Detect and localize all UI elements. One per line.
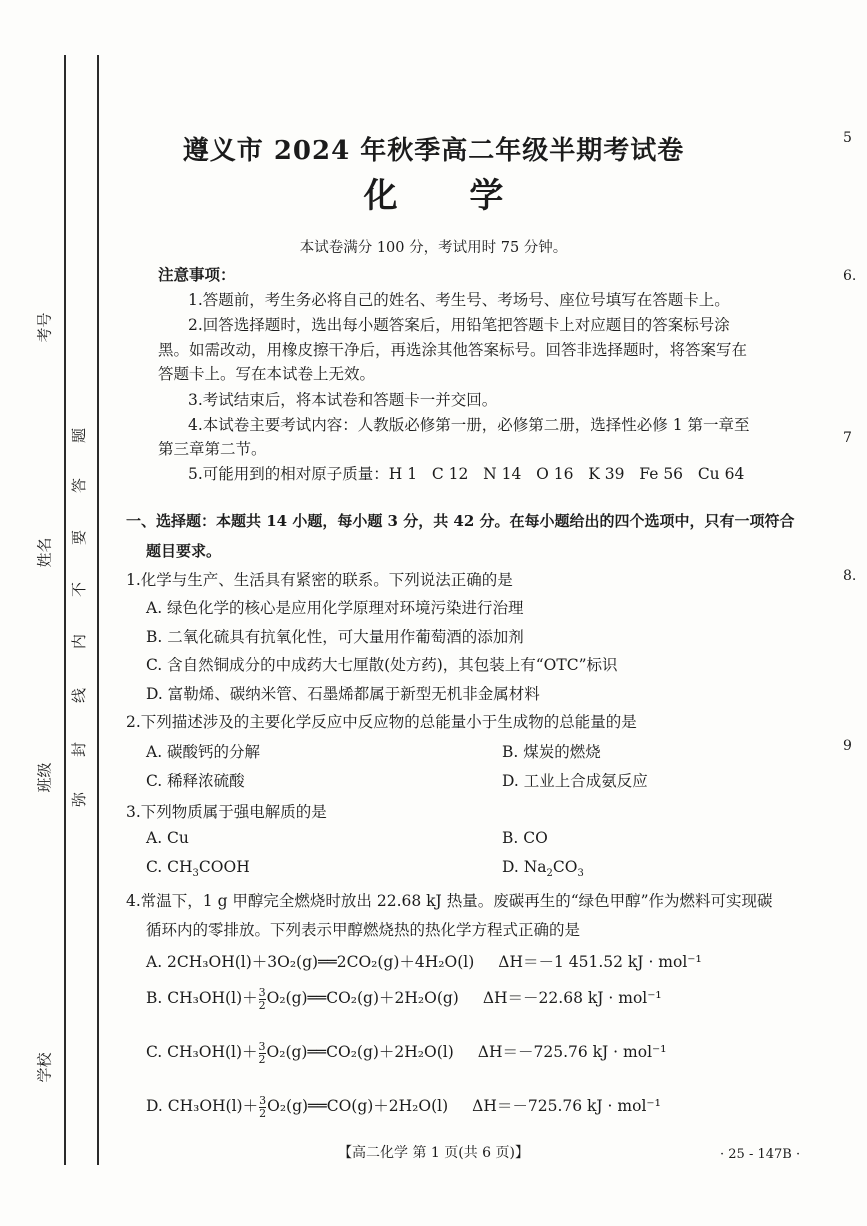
seal-char: 线 [70, 687, 89, 704]
option: C. 含自然铜成分的中成药大七厘散(处方药)，其包装上有“OTC”标识 [146, 656, 618, 674]
question-stem: 4.常温下，1 g 甲醇完全燃烧时放出 22.68 kJ 热量。废碳再生的“绿色甲醇”作为燃料可实现碳 [126, 892, 773, 910]
notice-line: 答题卡上。写在本试卷上无效。 [158, 365, 376, 383]
seal-char: 不 [70, 581, 89, 598]
option: D. 工业上合成氨反应 [502, 772, 648, 790]
notice-line: 2.回答选择题时，选出每小题答案后，用铅笔把答题卡上对应题目的答案标号涂 [188, 316, 730, 334]
fraction: $\frac{3}{2}$ [258, 985, 266, 1012]
subject-title: 化 学 [363, 176, 504, 216]
notice-line: 3.考试结束后，将本试卷和答题卡一并交回。 [188, 391, 498, 409]
label-name: 姓名 [35, 537, 54, 568]
fraction: $\frac{3}{2}$ [259, 1093, 267, 1120]
section-heading: 一、选择题：本题共 14 小题，每小题 3 分，共 42 分。在每小题给出的四个选项中，只有一项符合 [126, 512, 795, 530]
question-stem: 2.下列描述涉及的主要化学反应中反应物的总能量小于生成物的总能量的是 [126, 713, 637, 731]
exam-info: 本试卷满分 100 分，考试用时 75 分钟。 [299, 240, 568, 256]
option: A. 2CH₃OH(l)＋3O₂(g)══2CO₂(g)＋4H₂O(l) ΔH＝－1 451.52 kJ · mol⁻¹ [146, 953, 702, 971]
page-footer: 【高二化学 第 1 页(共 6 页)】 [338, 1145, 529, 1161]
margin-number: 7 [843, 430, 852, 446]
option: B. 煤炭的燃烧 [502, 743, 601, 761]
margin-number: 5 [843, 130, 852, 146]
option: B. 二氧化硫具有抗氧化性，可大量用作葡萄酒的添加剂 [146, 628, 524, 646]
seal-char: 要 [70, 529, 89, 546]
option: B. $CH_3OH(l)+\frac{3}{2}$ O₂(g)══CO₂(g)＋2H₂O(g) ΔH＝－22.68 kJ · mol⁻¹ [146, 985, 662, 1012]
option: C. 稀释浓硫酸 [146, 772, 245, 790]
notice-line: 4.本试卷主要考试内容：人教版必修第一册，必修第二册，选择性必修 1 第一章至 [188, 416, 750, 434]
option: A. 碳酸钙的分解 [146, 743, 261, 761]
margin-number: 9 [843, 738, 852, 754]
seal-char: 内 [70, 633, 89, 650]
notice-heading: 注意事项： [158, 265, 236, 284]
question-stem: 3.下列物质属于强电解质的是 [126, 803, 327, 821]
question-stem-cont: 循环内的零排放。下列表示甲醇燃烧热的热化学方程式正确的是 [146, 921, 581, 939]
notice-line: 黑。如需改动，用橡皮擦干净后，再选涂其他答案标号。回答非选择题时，将答案写在 [158, 341, 748, 359]
fraction: $\frac{3}{2}$ [258, 1039, 266, 1066]
notice-line: 第三章第二节。 [158, 440, 267, 458]
seal-char: 封 [70, 741, 89, 758]
binding-line-outer [64, 55, 66, 1165]
label-school: 学校 [35, 1052, 54, 1083]
option: D. $CH_3OH(l)+\frac{3}{2}$ O₂(g)══CO(g)＋2H₂O(l) ΔH＝－725.76 kJ · mol⁻¹ [146, 1093, 661, 1120]
option: D. 富勒烯、碳纳米管、石墨烯都属于新型无机非金属材料 [146, 685, 540, 703]
label-class: 班级 [35, 762, 54, 793]
section-heading-cont: 题目要求。 [146, 542, 222, 560]
binding-line-inner [97, 55, 99, 1165]
margin-number: 8. [843, 568, 857, 584]
label-exam-number: 考号 [35, 312, 54, 343]
option: A. Cu [146, 829, 189, 847]
exam-title: 遵义市 2024 年秋季高二年级半期考试卷 [182, 136, 685, 166]
option: C. $CH_3COOH$ [146, 858, 250, 880]
question-stem: 1.化学与生产、生活具有紧密的联系。下列说法正确的是 [126, 571, 513, 589]
option: D. $Na_2CO_3$ [502, 858, 584, 880]
notice-line: 1.答题前，考生务必将自己的姓名、考生号、考场号、座位号填写在答题卡上。 [188, 291, 730, 309]
seal-char: 题 [70, 427, 89, 444]
seal-char: 弥 [70, 791, 89, 808]
option: B. CO [502, 829, 548, 847]
margin-number: 6. [843, 268, 857, 284]
option: C. $CH_3OH(l)+\frac{3}{2}$ O₂(g)══CO₂(g)＋2H₂O(l) ΔH＝－725.76 kJ · mol⁻¹ [146, 1039, 667, 1066]
seal-char: 答 [70, 477, 89, 494]
notice-line: 5.可能用到的相对原子质量：H 1 C 12 N 14 O 16 K 39 Fe 56 Cu 64 [188, 465, 745, 483]
option: A. 绿色化学的核心是应用化学原理对环境污染进行治理 [146, 599, 524, 617]
paper-code: · 25 - 147B · [720, 1147, 801, 1162]
